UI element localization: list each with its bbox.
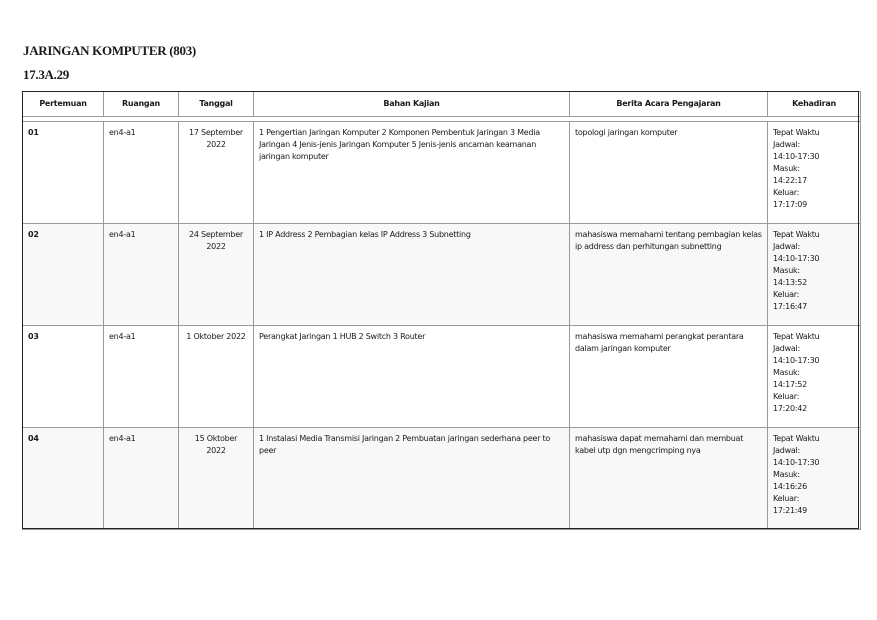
table-row: [23, 326, 861, 428]
header-bahan-kajian: Bahan Kajian: [254, 92, 570, 117]
header-tanggal: Tanggal: [179, 92, 254, 117]
cell-kehadiran: [768, 122, 861, 224]
header-kehadiran: Kehadiran: [768, 92, 861, 117]
cell-ruangan: en4-a1: [104, 122, 179, 224]
attendance-masuk: 14:13:52: [773, 278, 807, 287]
attendance-masuk: 14:22:17: [773, 176, 807, 185]
table-row: [23, 428, 861, 530]
cell-ruangan: en4-a1: [104, 326, 179, 428]
cell-ruangan: en4-a1: [104, 428, 179, 530]
attendance-keluar-label: Keluar:: [773, 392, 800, 401]
attendance-masuk: 14:17:52: [773, 380, 807, 389]
schedule-table: [22, 91, 861, 530]
cell-kehadiran: [768, 326, 861, 428]
attendance-masuk-label: Masuk:: [773, 164, 800, 173]
header-ruangan: Ruangan: [104, 92, 179, 117]
cell-ruangan: en4-a1: [104, 224, 179, 326]
attendance-status: Tepat Waktu: [773, 128, 820, 137]
attendance-jadwal: 14:10-17:30: [773, 152, 820, 161]
attendance-jadwal-label: Jadwal:: [773, 344, 800, 353]
attendance-keluar-label: Keluar:: [773, 290, 800, 299]
attendance-status: Tepat Waktu: [773, 434, 820, 443]
cell-tanggal: 1 Oktober 2022: [179, 326, 254, 428]
attendance-keluar: 17:20:42: [773, 404, 807, 413]
cell-kehadiran: [768, 224, 861, 326]
attendance-masuk: 14:16:26: [773, 482, 807, 491]
cell-bahan-kajian: 1 Instalasi Media Transmisi Jaringan 2 Pembuatan jaringan sederhana peer to peer: [254, 428, 570, 530]
attendance-keluar: 17:21:49: [773, 506, 807, 515]
cell-tanggal: 24 September 2022: [179, 224, 254, 326]
cell-berita-acara: mahasiswa memahami perangkat perantara dalam jaringan komputer: [570, 326, 768, 428]
cell-pertemuan: 02: [23, 224, 104, 326]
header-pertemuan: Pertemuan: [23, 92, 104, 117]
cell-pertemuan: 04: [23, 428, 104, 530]
cell-berita-acara: mahasiswa dapat memahami dan membuat kabel utp dgn mengcrimping nya: [570, 428, 768, 530]
attendance-keluar: 17:16:47: [773, 302, 807, 311]
cell-tanggal: 15 Oktober 2022: [179, 428, 254, 530]
class-code: 17.3A.29: [23, 67, 69, 82]
cell-pertemuan: 01: [23, 122, 104, 224]
attendance-keluar-label: Keluar:: [773, 494, 800, 503]
cell-bahan-kajian: 1 IP Address 2 Pembagian kelas IP Address 3 Subnetting: [254, 224, 570, 326]
attendance-jadwal-label: Jadwal:: [773, 242, 800, 251]
cell-kehadiran: [768, 428, 861, 530]
attendance-masuk-label: Masuk:: [773, 368, 800, 377]
cell-bahan-kajian: 1 Pengertian Jaringan Komputer 2 Komponen Pembentuk Jaringan 3 Media Jaringan 4 Jenis-jenis Jaringan Komputer 5 Jenis-jenis ancaman keamanan jaringan komputer: [254, 122, 570, 224]
cell-berita-acara: mahasiswa memahami tentang pembagian kelas ip address dan perhitungan subnetting: [570, 224, 768, 326]
attendance-keluar-label: Keluar:: [773, 188, 800, 197]
attendance-keluar: 17:17:09: [773, 200, 807, 209]
attendance-masuk-label: Masuk:: [773, 266, 800, 275]
attendance-jadwal: 14:10-17:30: [773, 254, 820, 263]
attendance-masuk-label: Masuk:: [773, 470, 800, 479]
header-berita-acara: Berita Acara Pengajaran: [570, 92, 768, 117]
table-row: [23, 224, 861, 326]
course-title: JARINGAN KOMPUTER (803): [23, 43, 196, 58]
attendance-jadwal: 14:10-17:30: [773, 458, 820, 467]
attendance-jadwal-label: Jadwal:: [773, 140, 800, 149]
cell-tanggal: 17 September 2022: [179, 122, 254, 224]
attendance-status: Tepat Waktu: [773, 230, 820, 239]
cell-bahan-kajian: Perangkat Jaringan 1 HUB 2 Switch 3 Router: [254, 326, 570, 428]
cell-pertemuan: 03: [23, 326, 104, 428]
attendance-jadwal: 14:10-17:30: [773, 356, 820, 365]
attendance-status: Tepat Waktu: [773, 332, 820, 341]
table-row: [23, 122, 861, 224]
table-header-row: [23, 92, 861, 117]
attendance-jadwal-label: Jadwal:: [773, 446, 800, 455]
cell-berita-acara: topologi jaringan komputer: [570, 122, 768, 224]
